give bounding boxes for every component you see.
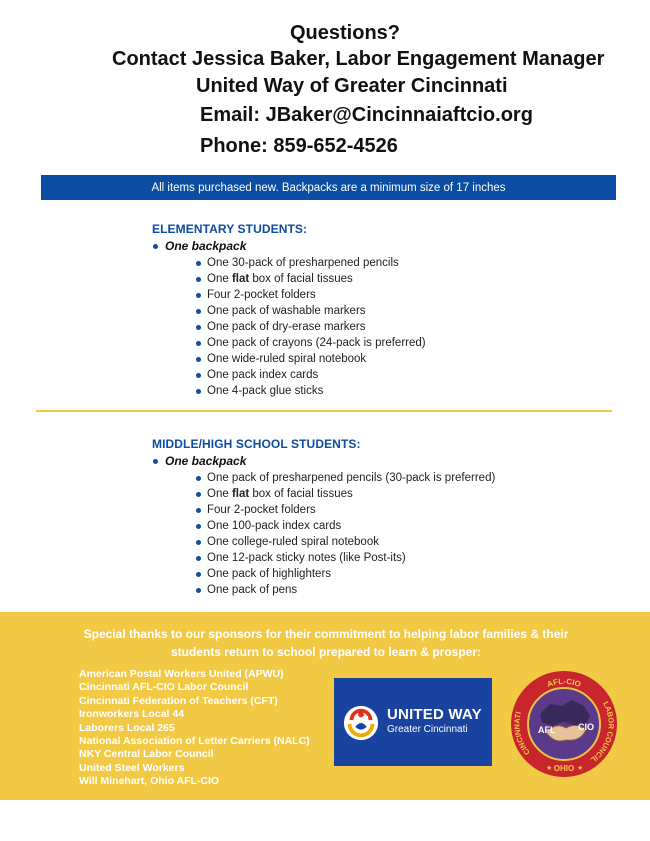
thanks-line-1: Special thanks to our sponsors for their commitment to helping labor families & their [83, 627, 569, 641]
contact-email[interactable]: Email: JBaker@Cincinnaiaftcio.org [200, 104, 533, 126]
supply-item: One flat box of facial tissues [207, 486, 632, 502]
middle-high-backpack: One backpack [152, 454, 632, 470]
notice-banner: All items purchased new. Backpacks are a minimum size of 17 inches [41, 175, 616, 200]
sponsor-item: Ironworkers Local 44 [79, 708, 185, 721]
elementary-backpack: One backpack [152, 239, 632, 255]
sponsor-item: American Postal Workers United (APWU) [79, 668, 284, 680]
sponsor-footer [0, 612, 650, 800]
united-way-logo [334, 678, 492, 766]
section-divider [36, 410, 612, 412]
contact-name: Contact Jessica Baker, Labor Engagement Manager [112, 48, 605, 70]
seal-afl-label: AFL [538, 725, 556, 735]
middle-high-section [152, 437, 632, 598]
sponsor-item: Laborers Local 265 [79, 721, 175, 734]
seal-bottom-text: OHIO [553, 764, 575, 773]
questions-heading: Questions? [290, 22, 401, 44]
supply-item: One college-ruled spiral notebook [207, 534, 632, 550]
supply-item: One pack of highlighters [207, 566, 632, 582]
afl-cio-labor-council-seal [510, 670, 618, 778]
sponsor-item: Cincinnati AFL-CIO Labor Council [79, 681, 249, 694]
seal-star-right-icon: ★ [577, 765, 584, 772]
sponsor-list [79, 668, 310, 789]
united-way-hand-icon [342, 704, 380, 742]
thanks-message [50, 625, 602, 661]
elementary-section [152, 222, 632, 399]
middle-high-heading: MIDDLE/HIGH SCHOOL STUDENTS: [152, 437, 361, 451]
supply-item: One pack of dry-erase markers [207, 319, 632, 335]
supply-item: One flat box of facial tissues [207, 271, 632, 287]
supply-item: One 100-pack index cards [207, 518, 632, 534]
sponsor-item: NKY Central Labor Council [79, 748, 214, 761]
sponsor-item: National Association of Letter Carriers (NALC) [79, 735, 310, 748]
contact-organization: United Way of Greater Cincinnati [196, 75, 508, 97]
seal-left-text: CINCINNATI [512, 710, 532, 757]
supply-item: Four 2-pocket folders [207, 287, 632, 303]
supply-item: Four 2-pocket folders [207, 502, 632, 518]
supply-item: One pack of washable markers [207, 303, 632, 319]
sponsor-item: Cincinnati Federation of Teachers (CFT) [79, 694, 278, 707]
elementary-supply-list [152, 255, 632, 399]
supply-item: One pack of pens [207, 582, 632, 598]
seal-star-left-icon: ★ [546, 765, 553, 772]
middle-high-supply-list [152, 470, 632, 598]
contact-phone[interactable]: Phone: 859-652-4526 [200, 135, 398, 157]
sponsor-item: United Steel Workers [79, 761, 185, 774]
supply-item: One pack of crayons (24-pack is preferred) [207, 335, 632, 351]
seal-top-text: AFL-CIO [545, 676, 583, 690]
sponsor-item: Will Minehart, Ohio AFL-CIO [79, 775, 220, 788]
supply-item: One 12-pack sticky notes (like Post-its) [207, 550, 632, 566]
seal-right-text: LABOR COUNCIL [588, 699, 616, 765]
supply-item: One pack of presharpened pencils (30-pack is preferred) [207, 470, 632, 486]
united-way-name: UNITED WAY [387, 706, 482, 723]
thanks-line-2: students return to school prepared to learn & prosper: [170, 645, 482, 659]
elementary-heading: ELEMENTARY STUDENTS: [152, 222, 308, 236]
supply-item: One pack index cards [207, 367, 632, 383]
seal-cio-label: CIO [578, 722, 595, 732]
supply-item: One 4-pack glue sticks [207, 383, 632, 399]
supply-item: One wide-ruled spiral notebook [207, 351, 632, 367]
united-way-subtitle: Greater Cincinnati [387, 724, 468, 735]
supply-item: One 30-pack of presharpened pencils [207, 255, 632, 271]
